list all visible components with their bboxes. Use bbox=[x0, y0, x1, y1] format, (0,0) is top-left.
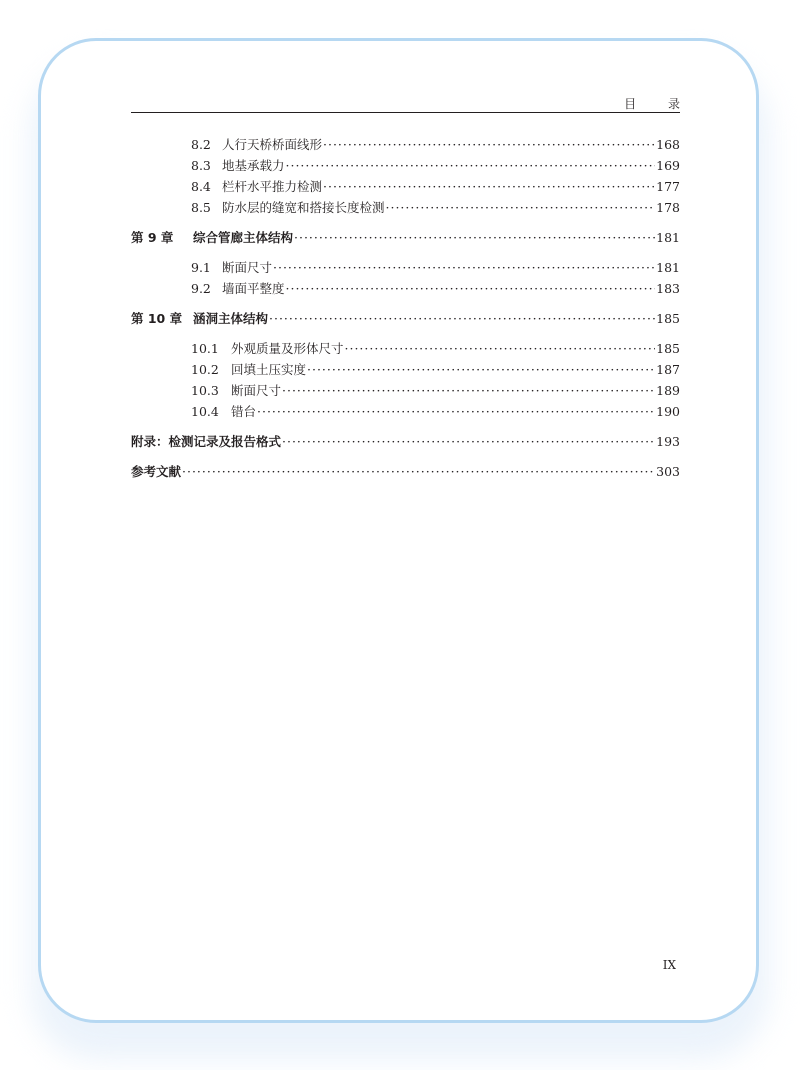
page-number: 181 bbox=[656, 230, 680, 245]
section-number: 8.5 bbox=[191, 200, 211, 215]
toc-entry-8-2[interactable] bbox=[131, 134, 680, 155]
section-number: 9.1 bbox=[191, 260, 211, 275]
page-number: 190 bbox=[656, 404, 680, 419]
section-title: 外观质量及形体尺寸 bbox=[231, 341, 344, 356]
header-title: 目 录 bbox=[624, 97, 694, 111]
section-number: 8.2 bbox=[191, 137, 211, 152]
section-number: 9.2 bbox=[191, 281, 211, 296]
toc-entry-8-4[interactable] bbox=[131, 176, 680, 197]
section-title: 墙面平整度 bbox=[222, 281, 285, 296]
section-number: 10.1 bbox=[191, 341, 219, 356]
dot-leader bbox=[282, 431, 655, 452]
section-title: 回填土压实度 bbox=[231, 362, 307, 377]
dot-leader bbox=[323, 176, 655, 197]
page-number: 177 bbox=[656, 179, 680, 194]
dot-leader bbox=[257, 401, 655, 422]
page-number: 178 bbox=[656, 200, 680, 215]
section-title: 错台 bbox=[231, 404, 257, 419]
page-number: 303 bbox=[656, 464, 680, 479]
page-number: 169 bbox=[656, 158, 680, 173]
dot-leader bbox=[182, 461, 655, 482]
toc-entry-8-3[interactable] bbox=[131, 155, 680, 176]
dot-leader bbox=[345, 338, 656, 359]
document-page bbox=[38, 38, 759, 1023]
chapter-title: 综合管廊主体结构 bbox=[193, 230, 294, 245]
toc-references[interactable] bbox=[131, 461, 680, 482]
running-header bbox=[131, 95, 694, 113]
dot-leader bbox=[282, 380, 655, 401]
references-title: 参考文献 bbox=[131, 464, 182, 479]
chapter-title: 涵洞主体结构 bbox=[193, 311, 269, 326]
section-title: 栏杆水平推力检测 bbox=[222, 179, 323, 194]
toc-entry-9-1[interactable] bbox=[131, 257, 680, 278]
page-number: 185 bbox=[656, 341, 680, 356]
dot-leader bbox=[286, 155, 656, 176]
dot-leader bbox=[386, 197, 656, 218]
page-folio: IX bbox=[662, 958, 676, 972]
page-number: 189 bbox=[656, 383, 680, 398]
section-title: 地基承载力 bbox=[222, 158, 285, 173]
page-number: 193 bbox=[656, 434, 680, 449]
page-number: 185 bbox=[656, 311, 680, 326]
appendix-title: 附录：检测记录及报告格式 bbox=[131, 434, 282, 449]
toc-appendix[interactable] bbox=[131, 431, 680, 452]
dot-leader bbox=[307, 359, 655, 380]
page-number: 187 bbox=[656, 362, 680, 377]
dot-leader bbox=[294, 227, 655, 248]
page-number: 168 bbox=[656, 137, 680, 152]
table-of-contents bbox=[131, 134, 680, 482]
toc-entry-10-4[interactable] bbox=[131, 401, 680, 422]
toc-chapter-10[interactable] bbox=[131, 308, 680, 329]
toc-entry-10-2[interactable] bbox=[131, 359, 680, 380]
section-title: 人行天桥桥面线形 bbox=[222, 137, 323, 152]
dot-leader bbox=[269, 308, 655, 329]
toc-entry-8-5[interactable] bbox=[131, 197, 680, 218]
page-number: 181 bbox=[656, 260, 680, 275]
toc-entry-9-2[interactable] bbox=[131, 278, 680, 299]
page-number: 183 bbox=[656, 281, 680, 296]
chapter-number: 第 10 章 bbox=[131, 311, 183, 326]
section-number: 10.3 bbox=[191, 383, 219, 398]
chapter-number: 第 9 章 bbox=[131, 230, 174, 245]
section-title: 断面尺寸 bbox=[222, 260, 273, 275]
toc-chapter-9[interactable] bbox=[131, 227, 680, 248]
section-title: 断面尺寸 bbox=[231, 383, 282, 398]
section-number: 10.4 bbox=[191, 404, 219, 419]
section-number: 10.2 bbox=[191, 362, 219, 377]
dot-leader bbox=[286, 278, 656, 299]
dot-leader bbox=[323, 134, 655, 155]
section-title: 防水层的缝宽和搭接长度检测 bbox=[222, 200, 385, 215]
section-number: 8.4 bbox=[191, 179, 211, 194]
section-number: 8.3 bbox=[191, 158, 211, 173]
dot-leader bbox=[273, 257, 655, 278]
toc-entry-10-1[interactable] bbox=[131, 338, 680, 359]
toc-entry-10-3[interactable] bbox=[131, 380, 680, 401]
